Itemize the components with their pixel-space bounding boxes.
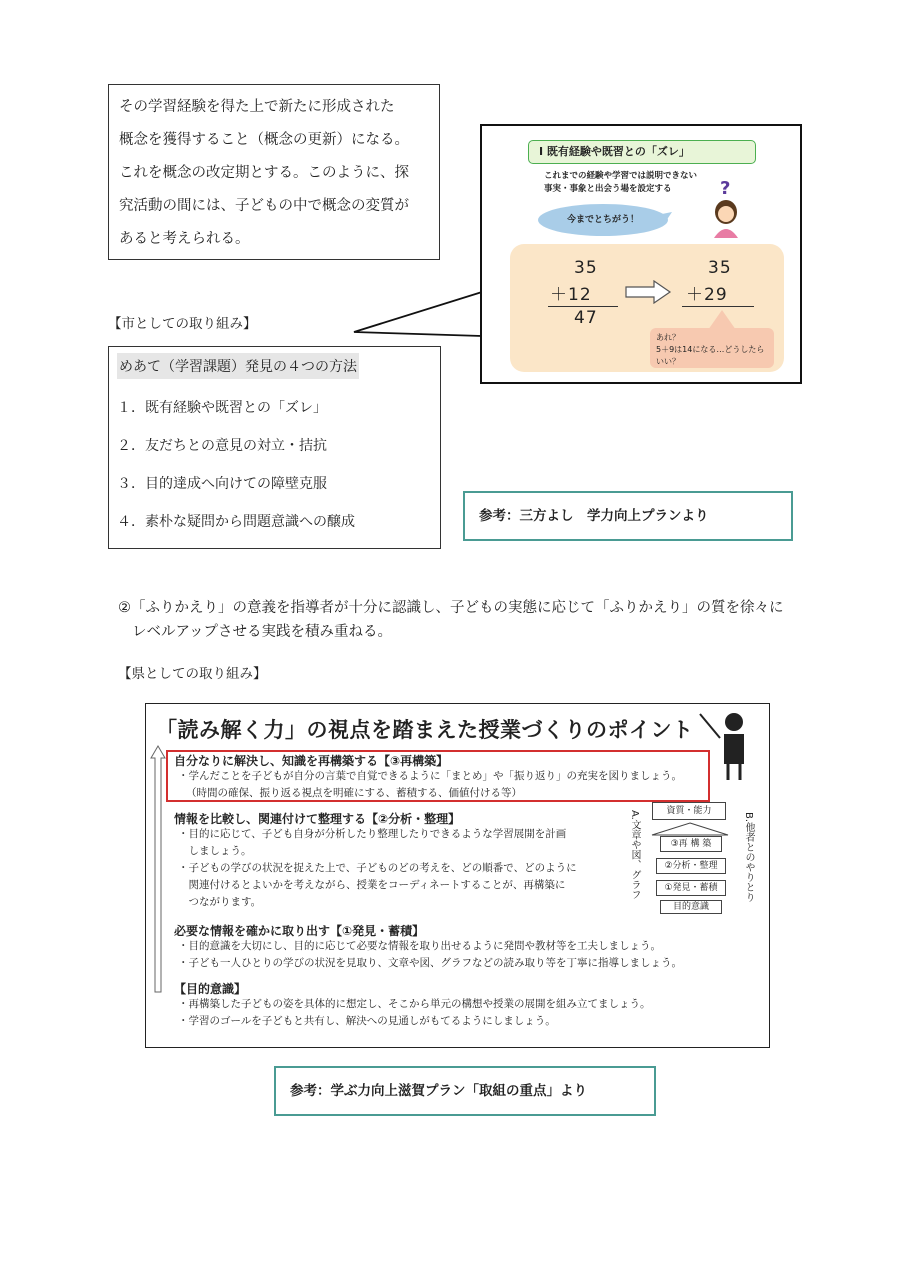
left-sum-line (548, 306, 618, 307)
poster-line: つながります。 (178, 896, 262, 908)
poster-line: ・学んだことを子どもが自分の言葉で自覚できるように「まとめ」や「振り返り」の充実を図りましょう。 (178, 770, 682, 782)
diagram-roof (650, 822, 730, 836)
section-text (178, 996, 651, 1030)
section-text (178, 768, 682, 802)
left-number-top: 35 (574, 258, 598, 278)
reading-poster (145, 703, 770, 1048)
up-arrow-icon (150, 744, 166, 994)
concept-line: 究活動の間には、子どもの中で概念の変質が (119, 198, 409, 214)
diagram-top: 資質・能力 (652, 802, 726, 820)
diagram-step3: ③再 構 築 (660, 836, 722, 852)
section-heading-discovery: 必要な情報を確かに取り出す【①発見・蓄積】 (174, 924, 425, 938)
question-mark-icon: ? (720, 178, 731, 199)
bubble-tail (662, 212, 672, 226)
left-number-add: ＋12 (550, 285, 592, 305)
method-item: ４．素朴な疑問から問題意識への醸成 (117, 514, 355, 530)
concept-line: 概念を獲得すること（概念の更新）になる。 (119, 132, 409, 148)
concept-box (108, 84, 440, 260)
diagram-right-label: B.他者とのやりとり (743, 812, 754, 903)
poster-line: ・子ども一人ひとりの学びの状況を見取り、文章や図、グラフなどの読み取り等を丁寧に指導しましょう。 (178, 957, 682, 969)
concept-line: これを概念の改定期とする。このように、探 (119, 165, 409, 181)
concept-line: あると考えられる。 (119, 231, 250, 247)
arrow-right-icon (624, 280, 672, 304)
section-heading-reconstruct: 自分なりに解決し、知識を再構築する【③再構築】 (174, 754, 449, 768)
poster-line: しましょう。 (178, 845, 252, 857)
methods-title: めあて（学習課題）発見の４つの方法 (117, 353, 359, 379)
poster-line: ・子どもの学びの状況を捉えた上で、子どものどの考えを、どの順番で、どのように (178, 862, 577, 874)
method-item: １．既有経験や既習との「ズレ」 (117, 400, 327, 416)
poster-line: ・再構築した子どもの姿を具体的に想定し、そこから単元の構想や授業の展開を組み立てましょう。 (178, 998, 651, 1010)
example-illustration (480, 124, 802, 384)
example-description (544, 170, 697, 196)
right-number-top: 35 (708, 258, 732, 278)
diagram-step1: ①発見・蓄積 (656, 880, 726, 896)
section-text (178, 826, 577, 911)
question-line: 5＋9は14になる…どうしたらいい？ (656, 345, 765, 366)
question-bubble-tail (708, 310, 738, 330)
method-item: ２．友だちとの意見の対立・拮抗 (117, 438, 327, 454)
poster-line: ・学習のゴールを子どもと共有し、解決への見通しがもてるようにしましょう。 (178, 1015, 556, 1027)
right-sum-line (682, 306, 754, 307)
callout-connector (350, 290, 490, 340)
prefecture-label: 【県としての取り組み】 (118, 666, 267, 682)
poster-line: 関連付けるとよいかを考えながら、授業をコーディネートすることが、再構築に (178, 879, 566, 891)
speech-bubble: 今までとちがう！ (538, 204, 668, 236)
methods-box (108, 346, 441, 549)
section-heading-analysis: 情報を比較し、関連付けて整理する【②分析・整理】 (174, 812, 461, 826)
question-line: あれ？ (656, 333, 680, 342)
reference-box: 参考：学ぶ力向上滋賀プラン「取組の重点」より (274, 1066, 656, 1116)
question-bubble (650, 328, 774, 368)
method-item: ３．目的達成へ向けての障壁克服 (117, 476, 327, 492)
poster-line: ・目的に応じて、子ども自身が分析したり整理したりできるような学習展開を計画 (178, 828, 567, 840)
city-label: 【市としての取り組み】 (108, 316, 257, 332)
concept-line: その学習経験を得た上で新たに形成された (119, 99, 395, 115)
poster-title: 「読み解く力」の視点を踏まえた授業づくりのポイント (156, 718, 694, 742)
section-text (178, 938, 682, 972)
section2-line1: ②「ふりかえり」の意義を指導者が十分に認識し、子どもの実態に応じて「ふりかえり」の質を徐々に (118, 600, 784, 616)
example-desc-line: 事実・事象と出会う場を設定する (544, 184, 672, 194)
right-number-add: ＋29 (686, 285, 728, 305)
girl-figure-icon (708, 198, 744, 238)
poster-line: ・目的意識を大切にし、目的に応じて必要な情報を取り出せるように発問や教材等を工夫しましょう。 (178, 940, 661, 952)
reference-box: 参考：三方よし 学力向上プランより (463, 491, 793, 541)
example-desc-line: これまでの経験や学習では説明できない (544, 171, 698, 181)
poster-line: （時間の確保、振り返る視点を明確にする、蓄積する、価値付ける等） (186, 787, 522, 799)
diagram-left-label: A.文章や図、グラフ (629, 810, 640, 900)
diagram-base: 目的意識 (660, 900, 722, 914)
diagram-step2: ②分析・整理 (656, 858, 726, 874)
left-number-result: 47 (574, 308, 598, 328)
section-heading-purpose: 【目的意識】 (174, 982, 247, 996)
example-title: Ⅰ 既有経験や既習との「ズレ」 (528, 140, 756, 164)
math-panel (510, 244, 784, 372)
section2-line2: レベルアップさせる実践を積み重ねる。 (132, 624, 392, 640)
